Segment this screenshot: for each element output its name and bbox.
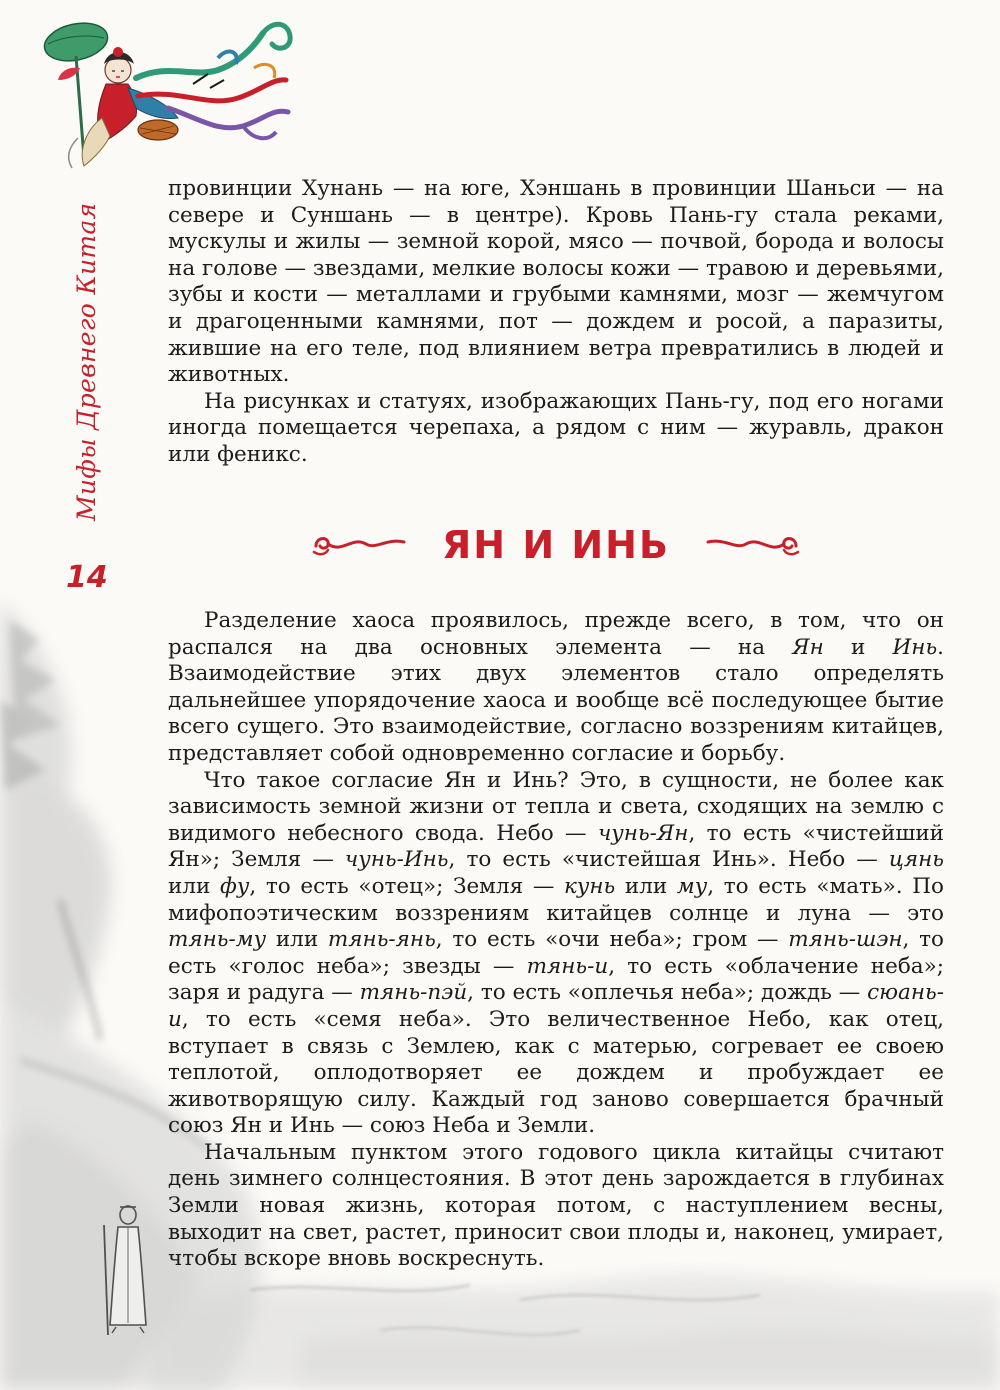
text-run: провинции Хунань — на юге, Хэншань в провинции Шаньси — на севере и Суншань — в центре). Кровь Пань-гу стала реками, мускулы и жилы — земной корой, мясо — почвой, борода и волосы на голове — звездами, мелкие волосы кожи — травою и деревьями, зубы и кости — металлами и грубыми камнями, мозг — жемчугом и драгоценными камнями, пот — дождем и росой, а паразиты, жившие на его теле, под влиянием ветра превратились в людей и животных.	[168, 176, 944, 388]
paragraph	[168, 1140, 944, 1273]
paragraph	[168, 389, 944, 469]
running-book-title: Мифы Древнего Китая	[72, 202, 101, 522]
text-run: , то есть «облачение неба»; заря и радуга —	[168, 953, 944, 1006]
italic-term: кунь	[564, 873, 616, 899]
paragraph	[168, 176, 944, 389]
italic-term: сюань-и	[168, 980, 944, 1032]
text-run: . Взаимодействие этих двух элементов стало определять дальнейшее упорядочение хаоса и вообще всё последующее бытие всего сущего. Это взаимодействие, согласно воззрениям китайцев, представляет собой одновременно согласие и борьбу.	[168, 634, 945, 766]
text-run: , то есть «голос неба»; звезды —	[168, 927, 944, 979]
italic-term: чунь-Инь	[344, 847, 449, 873]
text-run: , то есть «семя неба». Это величественное Небо, как отец, вступает в связь с Землею, как с матерью, согревает ее своею теплотой, оплодотворяет ее дождем и пробуждает ее животворящую силу. Каждый год заново совершается брачный союз Ян и Инь — союз Неба и Земли.	[168, 1006, 944, 1139]
text-run: На рисунках и статуях, изображающих Пань-гу, под его ногами иногда помещается черепаха, а рядом с ним — журавль, дракон или феникс.	[168, 388, 944, 467]
section-heading	[168, 520, 944, 570]
italic-term: цянь	[888, 847, 944, 873]
italic-term: тянь-и	[526, 953, 609, 979]
italic-term: тянь-янь	[327, 927, 436, 953]
section-heading-text: ЯН И ИНЬ	[442, 523, 670, 567]
italic-term: чунь-Ян	[597, 820, 689, 846]
paragraph	[168, 768, 944, 1140]
right-scroll-ornament	[704, 530, 800, 560]
italic-term: фу	[220, 873, 250, 899]
italic-term: тянь-шэн	[788, 927, 903, 953]
text-run: или	[266, 927, 328, 953]
text-run: Что такое согласие Ян и Инь? Это, в сущности, не более как зависимость земной жизни от тепла и света, сходящих на землю с видимого небесного свода. Небо —	[168, 767, 944, 846]
text-run: Начальным пунктом этого годового цикла китайцы считают день зимнего солнцестояния. В этот день зарождается в глубинах Земли новая жизнь, которая потом, с наступлением весны, выходит на свет, растет, приносит свои плоды и, наконец, умирает, чтобы вскоре вновь воскреснуть.	[168, 1139, 944, 1272]
italic-term: тянь-пэй	[359, 980, 468, 1006]
flying-celestial-illustration	[18, 8, 318, 183]
text-run: , то есть «отец»; Земля —	[249, 873, 565, 899]
text-run: или	[615, 873, 677, 899]
italic-term: тянь-му	[168, 927, 267, 953]
italic-term: му	[676, 873, 708, 899]
text-run: , то есть «оплечья неба»; дождь —	[467, 980, 868, 1006]
text-block-continuation	[168, 176, 944, 469]
text-run: , то есть «очи неба»; гром —	[435, 927, 789, 953]
text-run: или	[168, 873, 221, 899]
text-block-yan-yin	[168, 608, 944, 1273]
text-run: , то есть «чистейший Ян»; Земля —	[168, 820, 945, 873]
page-number: 14	[66, 560, 108, 595]
italic-term: Инь	[892, 634, 938, 660]
text-run: , то есть «чистейшая Инь». Небо —	[448, 847, 889, 873]
text-run: Разделение хаоса проявилось, прежде всего, в том, что он распался на два основных элемента — на	[168, 608, 944, 660]
left-scroll-ornament	[312, 530, 408, 560]
paragraph	[168, 608, 944, 768]
text-run: и	[823, 634, 893, 660]
text-run: , то есть «мать». По мифопоэтическим воззрениям китайцев солнце и луна — это	[168, 873, 944, 926]
italic-term: Ян	[792, 634, 824, 660]
